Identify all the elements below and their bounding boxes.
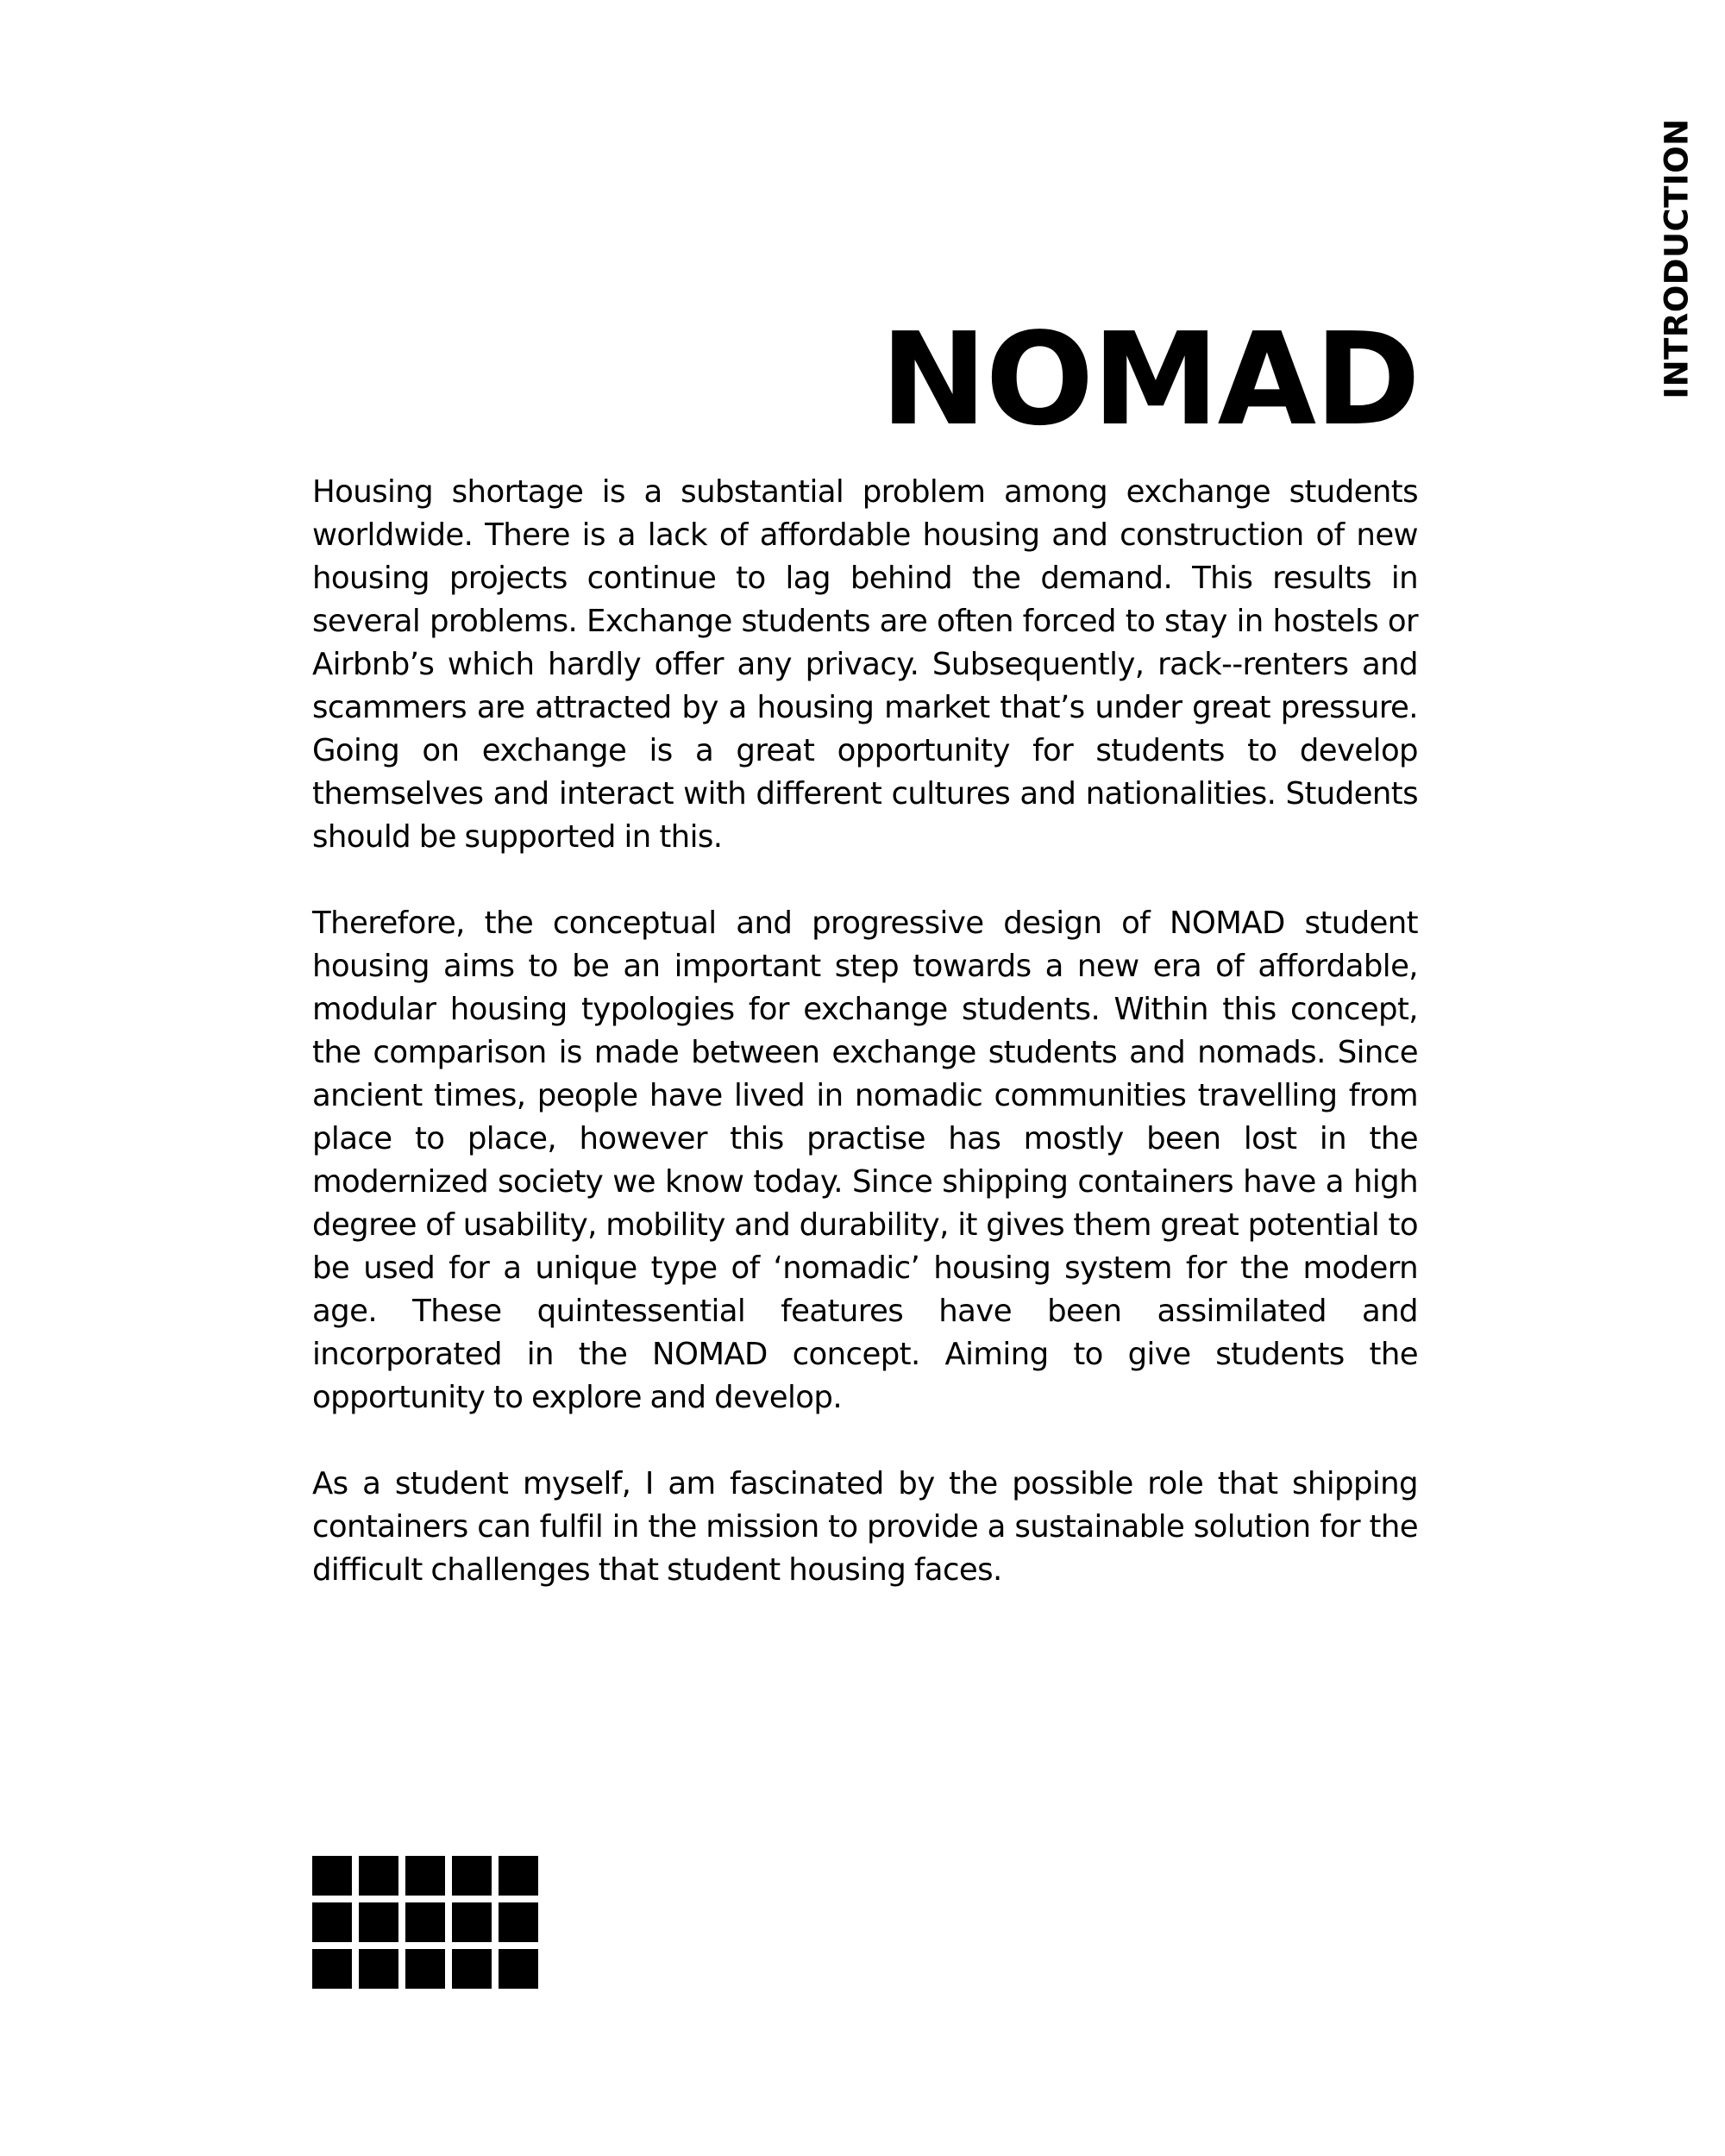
logo-square (452, 1949, 492, 1989)
logo-square (312, 1949, 352, 1989)
logo-square (499, 1902, 538, 1942)
logo-square (359, 1902, 398, 1942)
logo-square (499, 1949, 538, 1989)
logo-square (312, 1902, 352, 1942)
page-title: NOMAD (880, 305, 1419, 454)
paragraph-1: Housing shortage is a substantial problem among exchange students worldwide. There is a lack of affordable housing and construction of new housing projects continue to lag behind the demand. This results in several problems. Exchange students are often forced to stay in hostels or Airbnb’s which hardly offer any privacy. Subsequently, rack--renters and scammers are attracted by a housing market that’s under great pressure. Going on exchange is a great opportunity for students to develop themselves and interact with different cultures and nationalities. Students should be supported in this. (312, 474, 1418, 855)
container-grid-logo (312, 1856, 538, 1989)
logo-square (405, 1949, 445, 1989)
section-label: INTRODUCTION (1658, 118, 1696, 399)
logo-square (359, 1949, 398, 1989)
logo-square (452, 1902, 492, 1942)
logo-square (405, 1902, 445, 1942)
body-text (312, 471, 1418, 1635)
logo-square (312, 1856, 352, 1896)
logo-square (359, 1856, 398, 1896)
paragraph-3: As a student myself, I am fascinated by the possible role that shipping containers can fulfil in the mission to provide a sustainable solution for the difficult challenges that student housing faces. (312, 1466, 1418, 1588)
logo-square (405, 1856, 445, 1896)
paragraph-2: Therefore, the conceptual and progressive design of NOMAD student housing aims to be an important step towards a new era of affordable, modular housing typologies for exchange students. Within this concept, the comparison is made between exchange students and nomads. Since ancient times, people have lived in nomadic communities travelling from place to place, however this practise has mostly been lost in the modernized society we know today. Since shipping containers have a high degree of usability, mobility and durability, it gives them great potential to be used for a unique type of ‘nomadic’ housing system for the modern age. These quintessential features have been assimilated and incorporated in the NOMAD concept. Aiming to give students the opportunity to explore and develop. (312, 906, 1418, 1415)
logo-square (452, 1856, 492, 1896)
logo-square (499, 1856, 538, 1896)
